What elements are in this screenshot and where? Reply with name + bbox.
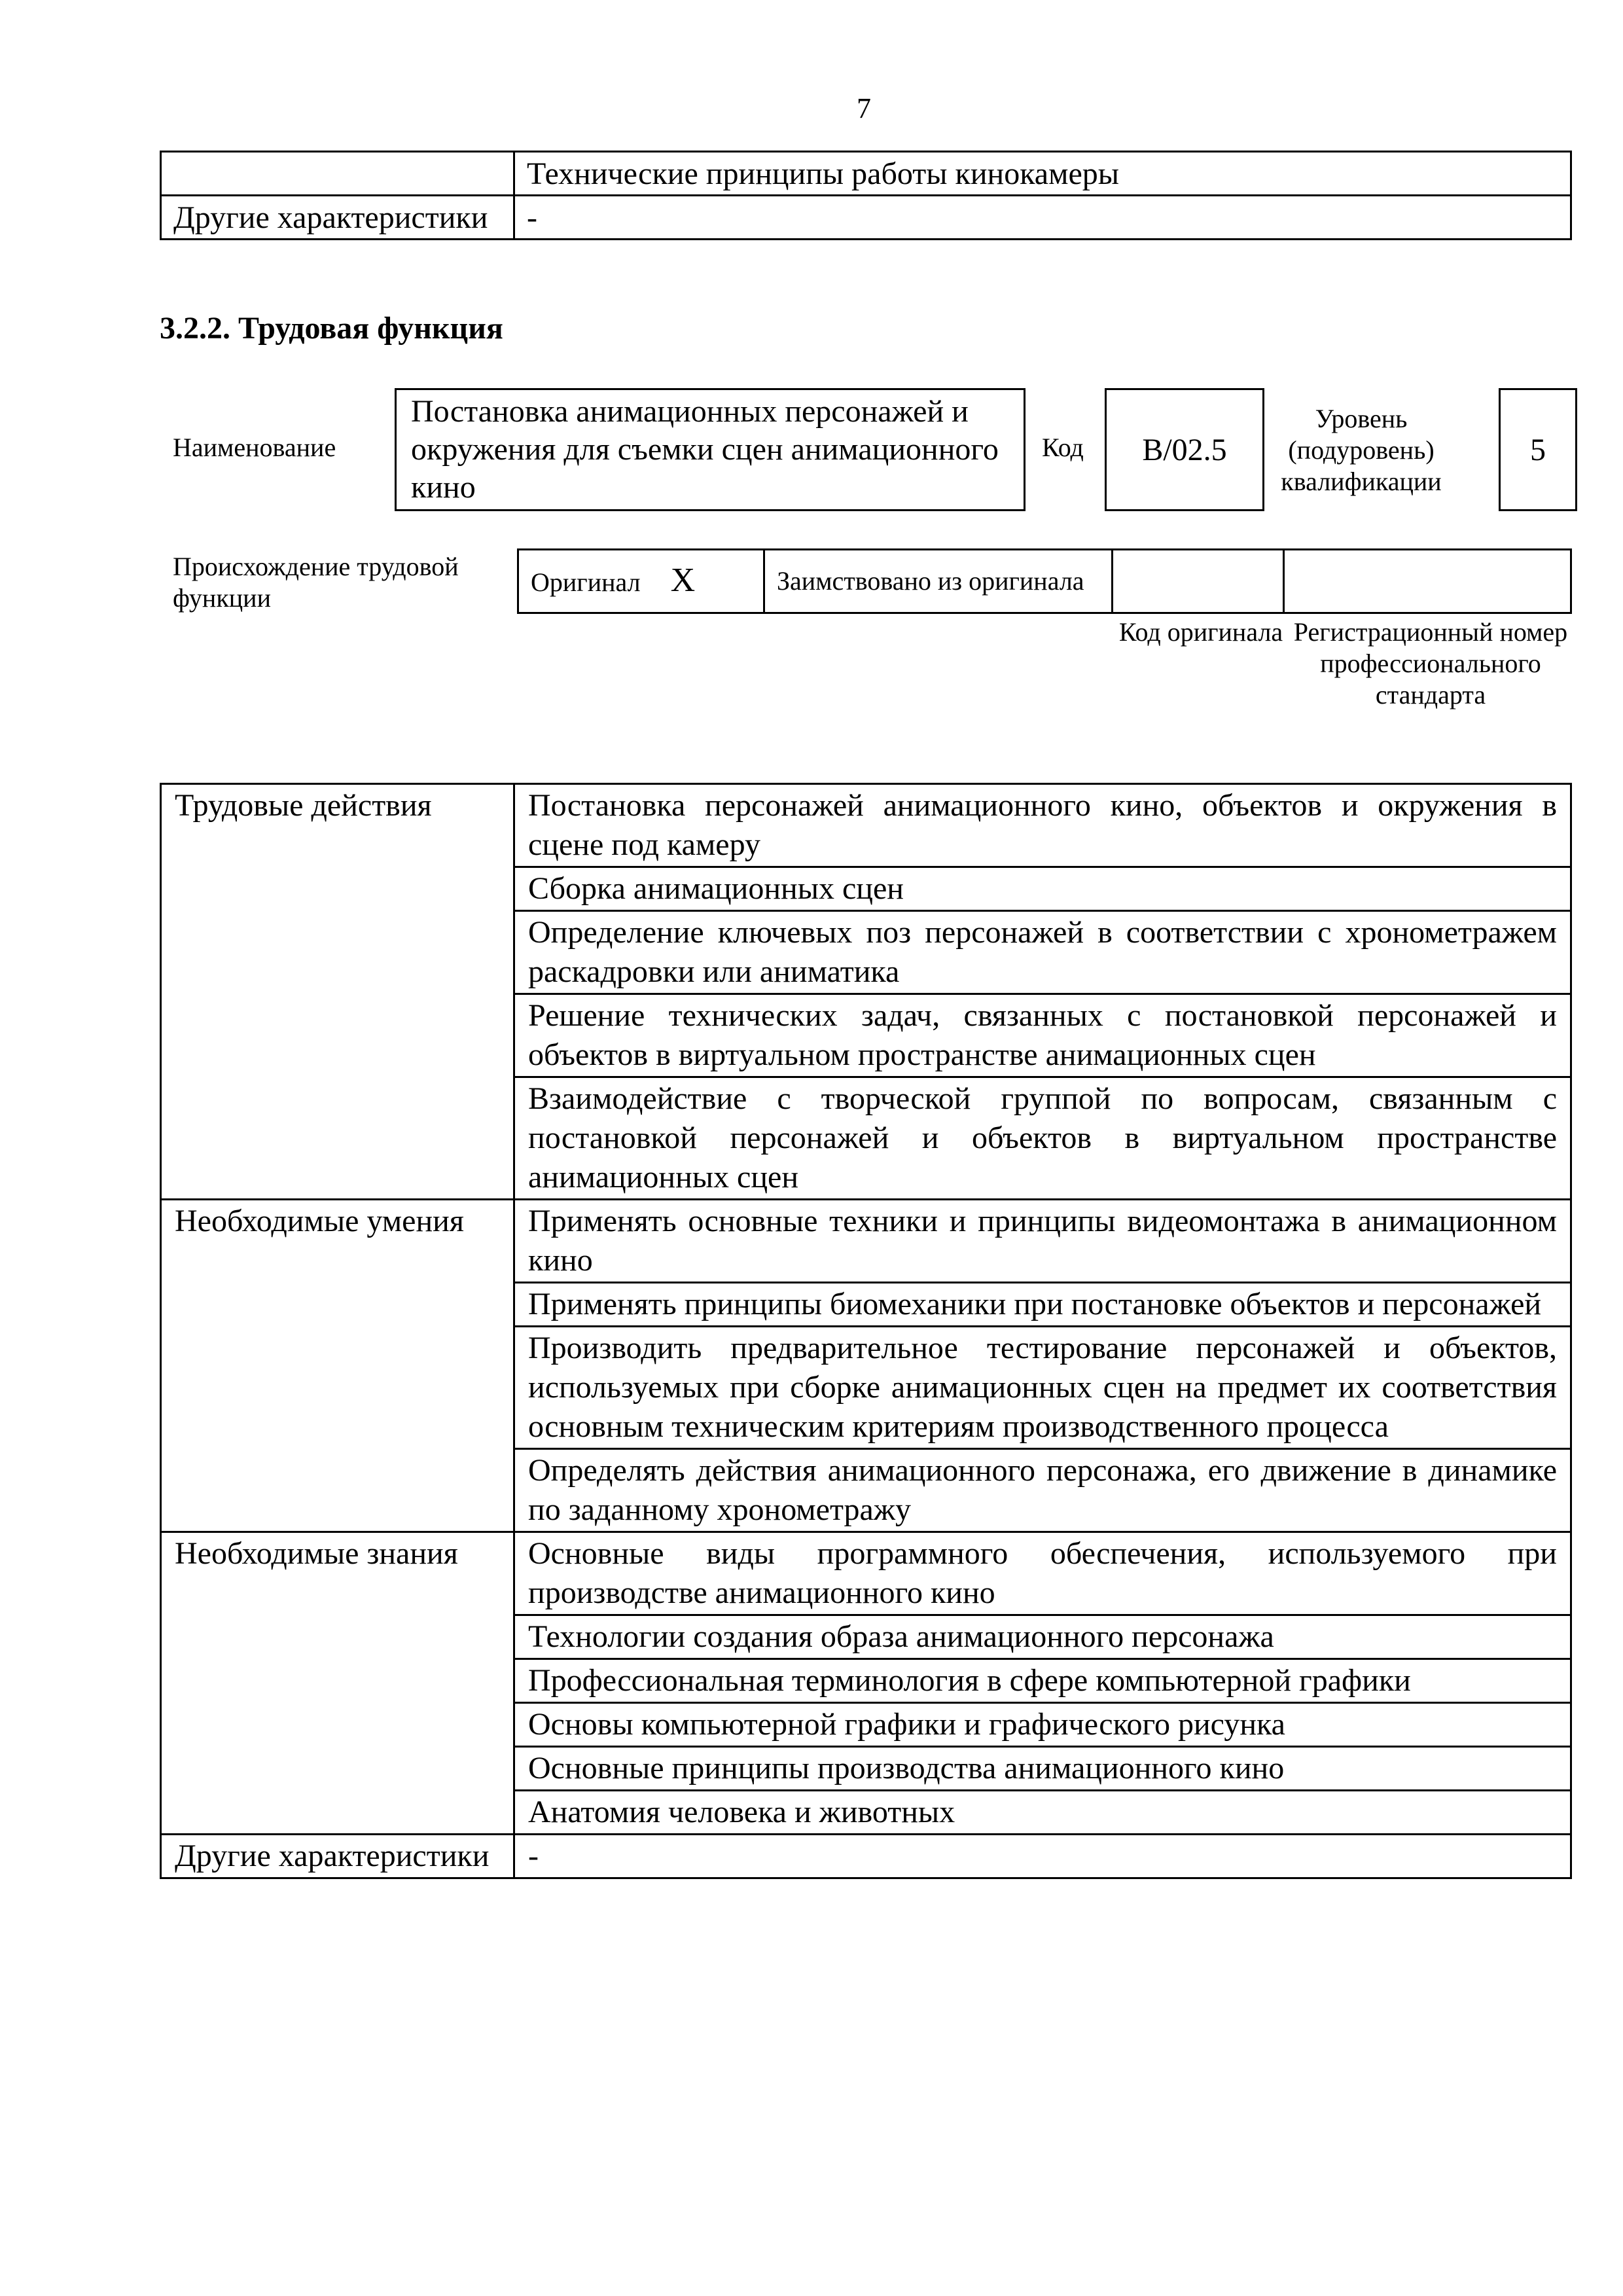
level-label: Уровень (подуровень) квалификации [1281,404,1442,496]
origin-table [517,548,1572,614]
knowledge-item: Основные виды программного обеспечения, используемого при производстве анимационного кино [514,1532,1571,1615]
knowledge-label: Необходимые знания [161,1532,514,1835]
knowledge-item: Основы компьютерной графики и графического рисунка [514,1703,1571,1747]
skill-item: Применять принципы биомеханики при постановке объектов и персонажей [514,1283,1571,1327]
original-cell [518,550,764,613]
table-cell [161,152,514,196]
other-value: - [514,1835,1571,1878]
row-label-other: Другие характеристики [161,196,514,240]
labor-action-item: Постановка персонажей анимационного кино, объектов и окружения в сцене под камеру [514,784,1571,867]
table-row [161,784,1571,867]
knowledge-item: Анатомия человека и животных [514,1791,1571,1835]
original-label: Оригинал [531,567,641,597]
skill-item: Определять действия анимационного персонажа, его движение в динамике по заданному хронометражу [514,1449,1571,1532]
labor-action-item: Взаимодействие с творческой группой по вопросам, связанным с постановкой персонажей и объектов в виртуальном пространстве анимационных сцен [514,1077,1571,1200]
continuation-table [160,151,1572,240]
skills-label: Необходимые умения [161,1200,514,1532]
table-row [161,1532,1571,1615]
code-original-label: Код оригинала [1118,617,1283,647]
reg-number-cell [1284,550,1571,613]
labor-action-item: Сборка анимационных сцен [514,867,1571,911]
origin-label: Происхождение трудовой функции [173,552,459,613]
code-label: Код [1042,433,1084,462]
name-label: Наименование [173,433,336,462]
other-label: Другие характеристики [161,1835,514,1878]
table-row [518,550,1571,613]
knowledge-item: Технологии создания образа анимационного персонажа [514,1615,1571,1659]
code-original-cell [1113,550,1284,613]
labor-action-item: Решение технических задач, связанных с постановкой персонажей и объектов в виртуальном пространстве анимационных сцен [514,994,1571,1077]
borrowed-label: Заимствовано из оригинала [764,550,1113,613]
table-row [161,196,1571,240]
reg-number-label: Регистрационный номер профессионального стандарта [1293,617,1568,709]
table-row [161,1200,1571,1283]
original-mark: X [670,561,696,599]
labor-action-item: Определение ключевых поз персонажей в соответствии с хронометражем раскадровки или аниматика [514,911,1571,994]
labor-actions-label: Трудовые действия [161,784,514,1200]
labor-function-table [160,783,1572,1879]
section-title: 3.2.2. Трудовая функция [160,311,503,346]
knowledge-item: Профессиональная терминология в сфере компьютерной графики [514,1659,1571,1703]
level-value-box: 5 [1499,388,1577,511]
table-row [161,1835,1571,1878]
code-value-box: B/02.5 [1105,388,1264,511]
row-value-other: - [514,196,1571,240]
page-number: 7 [857,92,871,124]
skill-item: Производить предварительное тестирование персонажей и объектов, используемых при сборке анимационных сцен на предмет их соответствия основным техническим критериям производственного процесса [514,1327,1571,1449]
table-cell: Технические принципы работы кинокамеры [514,152,1571,196]
skill-item: Применять основные техники и принципы видеомонтажа в анимационном кино [514,1200,1571,1283]
knowledge-item: Основные принципы производства анимационного кино [514,1747,1571,1791]
table-row [161,152,1571,196]
function-name-box: Постановка анимационных персонажей и окружения для съемки сцен анимационного кино [395,388,1026,511]
